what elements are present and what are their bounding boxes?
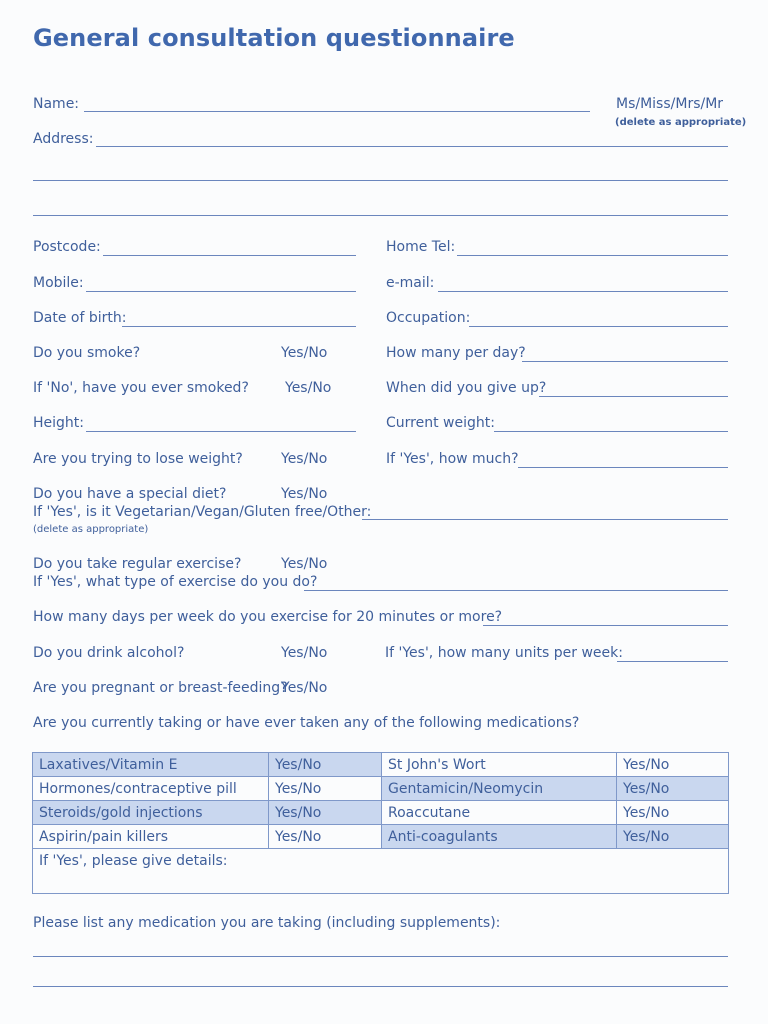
med-name: Steroids/gold injections (33, 801, 269, 825)
cigs-per-day-label: How many per day? (386, 345, 526, 361)
postcode-label: Postcode: (33, 239, 101, 255)
table-row (33, 849, 729, 894)
diet-type-label[interactable]: If 'Yes', is it Vegetarian/Vegan/Gluten free/Other: (33, 504, 372, 520)
med-name: Anti-coagulants (382, 825, 617, 849)
med-name: Hormones/contraceptive pill (33, 777, 269, 801)
med-name: Gentamicin/Neomycin (382, 777, 617, 801)
title-note: (delete as appropriate) (615, 117, 747, 128)
med-yesno[interactable]: Yes/No (617, 753, 729, 777)
gave-up-label: When did you give up? (386, 380, 547, 396)
medication-table (32, 752, 729, 894)
height-field[interactable] (86, 431, 356, 432)
mobile-label: Mobile: (33, 275, 84, 291)
ever-smoked-label: If 'No', have you ever smoked? (33, 380, 249, 396)
exercise-type-field[interactable] (304, 590, 728, 591)
med-yesno[interactable]: Yes/No (617, 777, 729, 801)
details-cell[interactable] (33, 849, 729, 894)
current-weight-label: Current weight: (386, 415, 495, 431)
med-name: Aspirin/pain killers (33, 825, 269, 849)
alcohol-yesno[interactable]: Yes/No (281, 645, 328, 661)
med-yesno[interactable]: Yes/No (269, 753, 382, 777)
med-yesno[interactable]: Yes/No (617, 801, 729, 825)
med-name: Roaccutane (382, 801, 617, 825)
diet-other-field[interactable] (362, 519, 728, 520)
address-field-2[interactable] (33, 180, 728, 181)
table-row (33, 801, 729, 825)
home-tel-label: Home Tel: (386, 239, 456, 255)
form-title: General consultation questionnaire (33, 24, 515, 52)
med-yesno[interactable]: Yes/No (269, 825, 382, 849)
exercise-type-label: If 'Yes', what type of exercise do you do? (33, 574, 318, 590)
pregnant-label: Are you pregnant or breast-feeding? (33, 680, 288, 696)
name-label: Name: (33, 96, 80, 112)
smoke-label: Do you smoke? (33, 345, 141, 361)
current-weight-field[interactable] (494, 431, 728, 432)
occupation-field[interactable] (469, 326, 728, 327)
units-label: If 'Yes', how many units per week: (385, 645, 623, 661)
table-row (33, 777, 729, 801)
dob-field[interactable] (122, 326, 356, 327)
address-field-3[interactable] (33, 215, 728, 216)
email-field[interactable] (438, 291, 728, 292)
lose-weight-yesno[interactable]: Yes/No (281, 451, 328, 467)
lose-weight-label: Are you trying to lose weight? (33, 451, 243, 467)
ever-smoked-yesno[interactable]: Yes/No (285, 380, 332, 396)
exercise-label: Do you take regular exercise? (33, 556, 242, 572)
alcohol-label: Do you drink alcohol? (33, 645, 185, 661)
dob-label: Date of birth: (33, 310, 127, 326)
cigs-per-day-field[interactable] (522, 361, 728, 362)
diet-label: Do you have a special diet? (33, 486, 227, 502)
med-yesno[interactable]: Yes/No (617, 825, 729, 849)
diet-yesno[interactable]: Yes/No (281, 486, 328, 502)
exercise-days-field[interactable] (483, 625, 728, 626)
med-yesno[interactable]: Yes/No (269, 801, 382, 825)
email-label: e-mail: (386, 275, 435, 291)
med-name: Laxatives/Vitamin E (33, 753, 269, 777)
medications-question: Are you currently taking or have ever taken any of the following medications? (33, 715, 580, 731)
exercise-days-label: How many days per week do you exercise for 20 minutes or more? (33, 609, 503, 625)
home-tel-field[interactable] (457, 255, 728, 256)
diet-note: (delete as appropriate) (33, 524, 149, 535)
address-label: Address: (33, 131, 94, 147)
height-label: Height: (33, 415, 84, 431)
supplements-field-2[interactable] (33, 986, 728, 987)
title-options[interactable]: Ms/Miss/Mrs/Mr (616, 96, 724, 112)
table-row (33, 825, 729, 849)
med-yesno[interactable]: Yes/No (269, 777, 382, 801)
occupation-label: Occupation: (386, 310, 471, 326)
supplements-label: Please list any medication you are taking (including supplements): (33, 915, 501, 931)
smoke-yesno[interactable]: Yes/No (281, 345, 328, 361)
units-field[interactable] (617, 661, 728, 662)
supplements-field-1[interactable] (33, 956, 728, 957)
how-much-field[interactable] (518, 467, 728, 468)
med-name: St John's Wort (382, 753, 617, 777)
pregnant-yesno[interactable]: Yes/No (281, 680, 328, 696)
table-row (33, 753, 729, 777)
details-label: If 'Yes', please give details: (39, 853, 228, 869)
exercise-yesno[interactable]: Yes/No (281, 556, 328, 572)
gave-up-field[interactable] (539, 396, 728, 397)
how-much-label: If 'Yes', how much? (386, 451, 519, 467)
postcode-field[interactable] (103, 255, 356, 256)
mobile-field[interactable] (86, 291, 356, 292)
address-field-1[interactable] (96, 146, 728, 147)
name-field[interactable] (84, 111, 590, 112)
